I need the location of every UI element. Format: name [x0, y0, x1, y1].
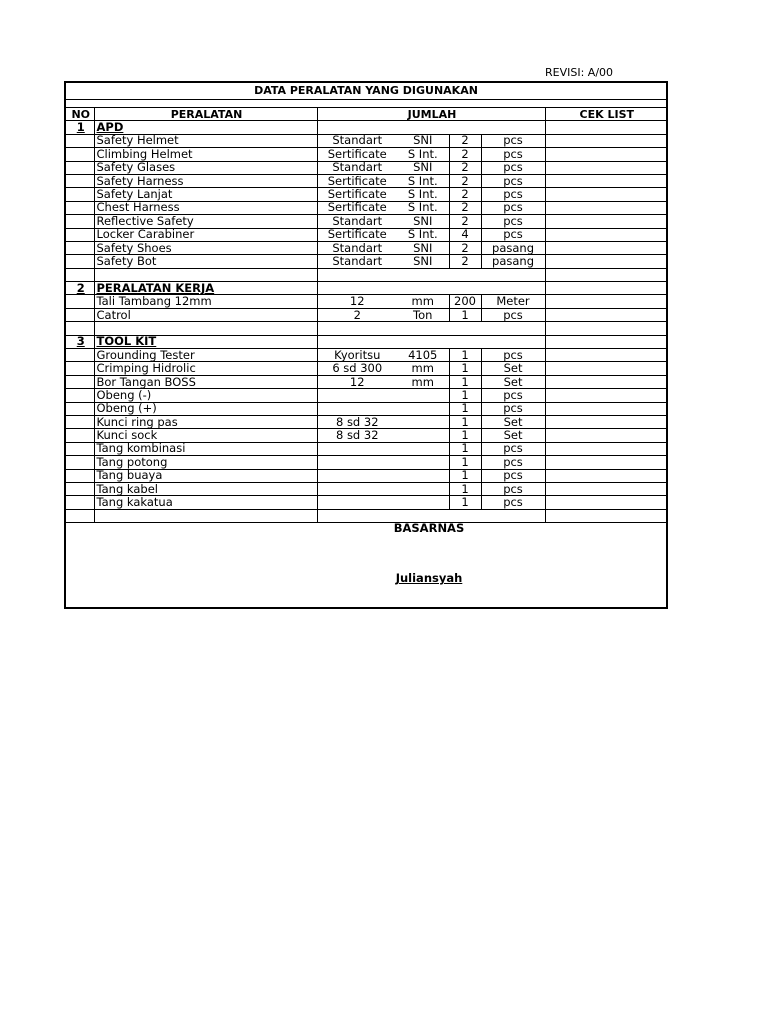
blank-row — [66, 268, 666, 281]
item-unit: pcs — [481, 389, 545, 402]
item-unit: pcs — [481, 174, 545, 187]
item-spec: Standart — [317, 134, 397, 147]
item-spec: Standart — [317, 215, 397, 228]
item-name: Reflective Safety — [94, 215, 317, 228]
no-cell — [66, 228, 94, 241]
item-name: Tang buaya — [94, 469, 317, 482]
item-unit: pcs — [481, 188, 545, 201]
item-spec: 12 — [317, 295, 397, 308]
item-qty: 1 — [449, 375, 481, 388]
item-qty: 2 — [449, 188, 481, 201]
item-name: Catrol — [94, 308, 317, 321]
item-qty: 2 — [449, 201, 481, 214]
item-unit: pcs — [481, 134, 545, 147]
item-spec: Sertificate — [317, 148, 397, 161]
checklist-cell — [545, 429, 666, 442]
table-row — [66, 228, 666, 241]
item-spec: 8 sd 32 — [317, 415, 397, 428]
item-standard — [397, 442, 449, 455]
checklist-cell — [545, 228, 666, 241]
table-row — [66, 255, 666, 268]
header-ceklist: CEK LIST — [545, 108, 666, 121]
item-standard: S Int. — [397, 148, 449, 161]
item-name: Safety Lanjat — [94, 188, 317, 201]
item-standard — [397, 389, 449, 402]
checklist-cell — [545, 362, 666, 375]
item-qty: 2 — [449, 161, 481, 174]
item-name: Safety Harness — [94, 174, 317, 187]
item-name: Climbing Helmet — [94, 148, 317, 161]
item-standard: S Int. — [397, 188, 449, 201]
item-standard: S Int. — [397, 201, 449, 214]
section-number: 2 — [66, 282, 94, 295]
item-name — [94, 322, 317, 335]
item-name: Tang kombinasi — [94, 442, 317, 455]
item-name — [94, 268, 317, 281]
table-row — [66, 174, 666, 187]
item-qty: 2 — [449, 255, 481, 268]
checklist-cell — [545, 308, 666, 321]
item-spec — [317, 482, 397, 495]
table-row — [66, 308, 666, 321]
table-row — [66, 429, 666, 442]
item-qty: 1 — [449, 389, 481, 402]
item-standard: Ton — [397, 308, 449, 321]
checklist-cell — [545, 496, 666, 509]
item-unit: Set — [481, 375, 545, 388]
checklist-cell — [545, 188, 666, 201]
no-cell — [66, 442, 94, 455]
item-standard: S Int. — [397, 174, 449, 187]
item-name: Safety Bot — [94, 255, 317, 268]
item-unit: pcs — [481, 308, 545, 321]
checklist-cell — [545, 161, 666, 174]
table-row — [66, 134, 666, 147]
checklist-cell — [545, 402, 666, 415]
checklist-cell — [545, 241, 666, 254]
no-cell — [66, 174, 94, 187]
item-spec: Standart — [317, 241, 397, 254]
no-cell — [66, 308, 94, 321]
item-standard: SNI — [397, 255, 449, 268]
jumlah-cell — [317, 121, 545, 134]
jumlah-cell — [317, 282, 545, 295]
checklist-cell — [545, 255, 666, 268]
no-cell — [66, 482, 94, 495]
table-row — [66, 241, 666, 254]
section-row — [66, 335, 666, 348]
no-cell — [66, 322, 94, 335]
item-qty: 1 — [449, 402, 481, 415]
item-unit: pcs — [481, 161, 545, 174]
checklist-cell — [545, 415, 666, 428]
no-cell — [66, 241, 94, 254]
item-standard: SNI — [397, 215, 449, 228]
no-cell — [66, 389, 94, 402]
no-cell — [66, 469, 94, 482]
item-standard — [397, 482, 449, 495]
item-spec: Sertificate — [317, 201, 397, 214]
jumlah-cell — [317, 268, 545, 281]
item-standard: SNI — [397, 134, 449, 147]
item-name: Tali Tambang 12mm — [94, 295, 317, 308]
item-standard — [397, 456, 449, 469]
header-jumlah: JUMLAH — [317, 108, 545, 121]
no-cell — [66, 375, 94, 388]
item-unit: pcs — [481, 442, 545, 455]
no-cell — [66, 134, 94, 147]
jumlah-cell — [317, 335, 545, 348]
item-spec — [317, 496, 397, 509]
item-standard — [397, 402, 449, 415]
item-unit: pasang — [481, 255, 545, 268]
no-cell — [66, 456, 94, 469]
item-unit: pcs — [481, 482, 545, 495]
item-spec: 8 sd 32 — [317, 429, 397, 442]
no-cell — [66, 402, 94, 415]
table-row — [66, 362, 666, 375]
table-row — [66, 456, 666, 469]
item-standard — [397, 496, 449, 509]
no-cell — [66, 496, 94, 509]
item-unit: pcs — [481, 469, 545, 482]
item-unit: Meter — [481, 295, 545, 308]
table-row — [66, 469, 666, 482]
item-spec: 12 — [317, 375, 397, 388]
item-qty: 1 — [449, 362, 481, 375]
no-cell — [66, 349, 94, 362]
item-name: Safety Helmet — [94, 134, 317, 147]
table-row — [66, 389, 666, 402]
item-unit: pcs — [481, 349, 545, 362]
item-name: Tang kakatua — [94, 496, 317, 509]
table-row — [66, 188, 666, 201]
item-unit: pasang — [481, 241, 545, 254]
item-spec — [317, 389, 397, 402]
no-cell — [66, 215, 94, 228]
checklist-cell — [545, 482, 666, 495]
table-row — [66, 375, 666, 388]
checklist-cell — [545, 442, 666, 455]
item-standard — [397, 469, 449, 482]
equipment-table — [66, 107, 666, 523]
item-qty: 1 — [449, 308, 481, 321]
table-row — [66, 442, 666, 455]
no-cell — [66, 415, 94, 428]
item-unit: pcs — [481, 456, 545, 469]
item-qty: 2 — [449, 134, 481, 147]
checklist-cell — [545, 469, 666, 482]
item-spec: Standart — [317, 161, 397, 174]
item-name: Safety Glases — [94, 161, 317, 174]
item-name: Kunci ring pas — [94, 415, 317, 428]
blank-row — [66, 322, 666, 335]
item-name: Tang potong — [94, 456, 317, 469]
checklist-cell — [545, 134, 666, 147]
table-row — [66, 482, 666, 495]
item-qty: 2 — [449, 174, 481, 187]
item-unit: Set — [481, 362, 545, 375]
item-spec: Standart — [317, 255, 397, 268]
item-standard: mm — [397, 362, 449, 375]
checklist-cell — [545, 322, 666, 335]
item-spec: 2 — [317, 308, 397, 321]
section-title: TOOL KIT — [94, 335, 317, 348]
item-standard — [397, 429, 449, 442]
item-qty: 1 — [449, 429, 481, 442]
checklist-cell — [545, 375, 666, 388]
checklist-cell — [545, 335, 666, 348]
item-standard: SNI — [397, 241, 449, 254]
no-cell — [66, 161, 94, 174]
item-qty: 1 — [449, 349, 481, 362]
checklist-cell — [545, 295, 666, 308]
checklist-cell — [545, 389, 666, 402]
item-spec: Sertificate — [317, 228, 397, 241]
table-row — [66, 415, 666, 428]
section-number: 1 — [66, 121, 94, 134]
item-spec: 6 sd 300 — [317, 362, 397, 375]
sheet-title: DATA PERALATAN YANG DIGUNAKAN — [66, 83, 666, 100]
table-header-row — [66, 108, 666, 121]
item-standard — [397, 415, 449, 428]
section-number: 3 — [66, 335, 94, 348]
item-spec — [317, 402, 397, 415]
item-name: Safety Shoes — [94, 241, 317, 254]
item-qty: 2 — [449, 148, 481, 161]
item-unit: pcs — [481, 215, 545, 228]
item-qty: 1 — [449, 469, 481, 482]
item-qty: 1 — [449, 456, 481, 469]
item-standard: S Int. — [397, 228, 449, 241]
item-name: Locker Carabiner — [94, 228, 317, 241]
item-standard: 4105 — [397, 349, 449, 362]
section-title: APD — [94, 121, 317, 134]
item-unit: pcs — [481, 201, 545, 214]
item-standard: mm — [397, 375, 449, 388]
checklist-cell — [545, 215, 666, 228]
item-qty: 2 — [449, 241, 481, 254]
item-qty: 1 — [449, 496, 481, 509]
table-row — [66, 402, 666, 415]
item-qty: 200 — [449, 295, 481, 308]
no-cell — [66, 201, 94, 214]
section-title: PERALATAN KERJA — [94, 282, 317, 295]
item-standard: SNI — [397, 161, 449, 174]
checklist-cell — [545, 349, 666, 362]
checklist-cell — [545, 268, 666, 281]
no-cell — [66, 255, 94, 268]
equipment-sheet — [64, 81, 668, 609]
item-unit: Set — [481, 415, 545, 428]
item-name: Obeng (-) — [94, 389, 317, 402]
item-name: Bor Tangan BOSS — [94, 375, 317, 388]
item-name: Chest Harness — [94, 201, 317, 214]
table-row — [66, 148, 666, 161]
table-row — [66, 201, 666, 214]
item-spec — [317, 442, 397, 455]
revision-label: REVISI: A/00 — [545, 66, 614, 79]
item-name: Tang kabel — [94, 482, 317, 495]
checklist-cell — [545, 148, 666, 161]
signature-name: Juliansyah — [395, 571, 463, 585]
item-unit: Set — [481, 429, 545, 442]
table-row — [66, 215, 666, 228]
item-spec: Sertificate — [317, 174, 397, 187]
no-cell — [66, 148, 94, 161]
item-qty: 4 — [449, 228, 481, 241]
item-unit: pcs — [481, 496, 545, 509]
checklist-cell — [545, 174, 666, 187]
no-cell — [66, 429, 94, 442]
item-spec: Kyoritsu — [317, 349, 397, 362]
no-cell — [66, 268, 94, 281]
item-name: Obeng (+) — [94, 402, 317, 415]
item-unit: pcs — [481, 402, 545, 415]
item-qty: 1 — [449, 482, 481, 495]
item-name: Grounding Tester — [94, 349, 317, 362]
no-cell — [66, 188, 94, 201]
item-spec: Sertificate — [317, 188, 397, 201]
item-standard: mm — [397, 295, 449, 308]
header-no: NO — [66, 108, 94, 121]
item-qty: 2 — [449, 215, 481, 228]
item-unit: pcs — [481, 148, 545, 161]
table-row — [66, 161, 666, 174]
checklist-cell — [545, 121, 666, 134]
checklist-cell — [545, 282, 666, 295]
section-row — [66, 121, 666, 134]
item-qty: 1 — [449, 415, 481, 428]
item-qty: 1 — [449, 442, 481, 455]
header-peralatan: PERALATAN — [94, 108, 317, 121]
no-cell — [66, 362, 94, 375]
table-row — [66, 349, 666, 362]
item-name: Kunci sock — [94, 429, 317, 442]
jumlah-cell — [317, 322, 545, 335]
item-spec — [317, 469, 397, 482]
checklist-cell — [545, 201, 666, 214]
no-cell — [66, 295, 94, 308]
table-row — [66, 496, 666, 509]
signature-org: BASARNAS — [393, 521, 465, 535]
item-name: Crimping Hidrolic — [94, 362, 317, 375]
table-row — [66, 295, 666, 308]
item-spec — [317, 456, 397, 469]
checklist-cell — [545, 456, 666, 469]
section-row — [66, 282, 666, 295]
item-unit: pcs — [481, 228, 545, 241]
